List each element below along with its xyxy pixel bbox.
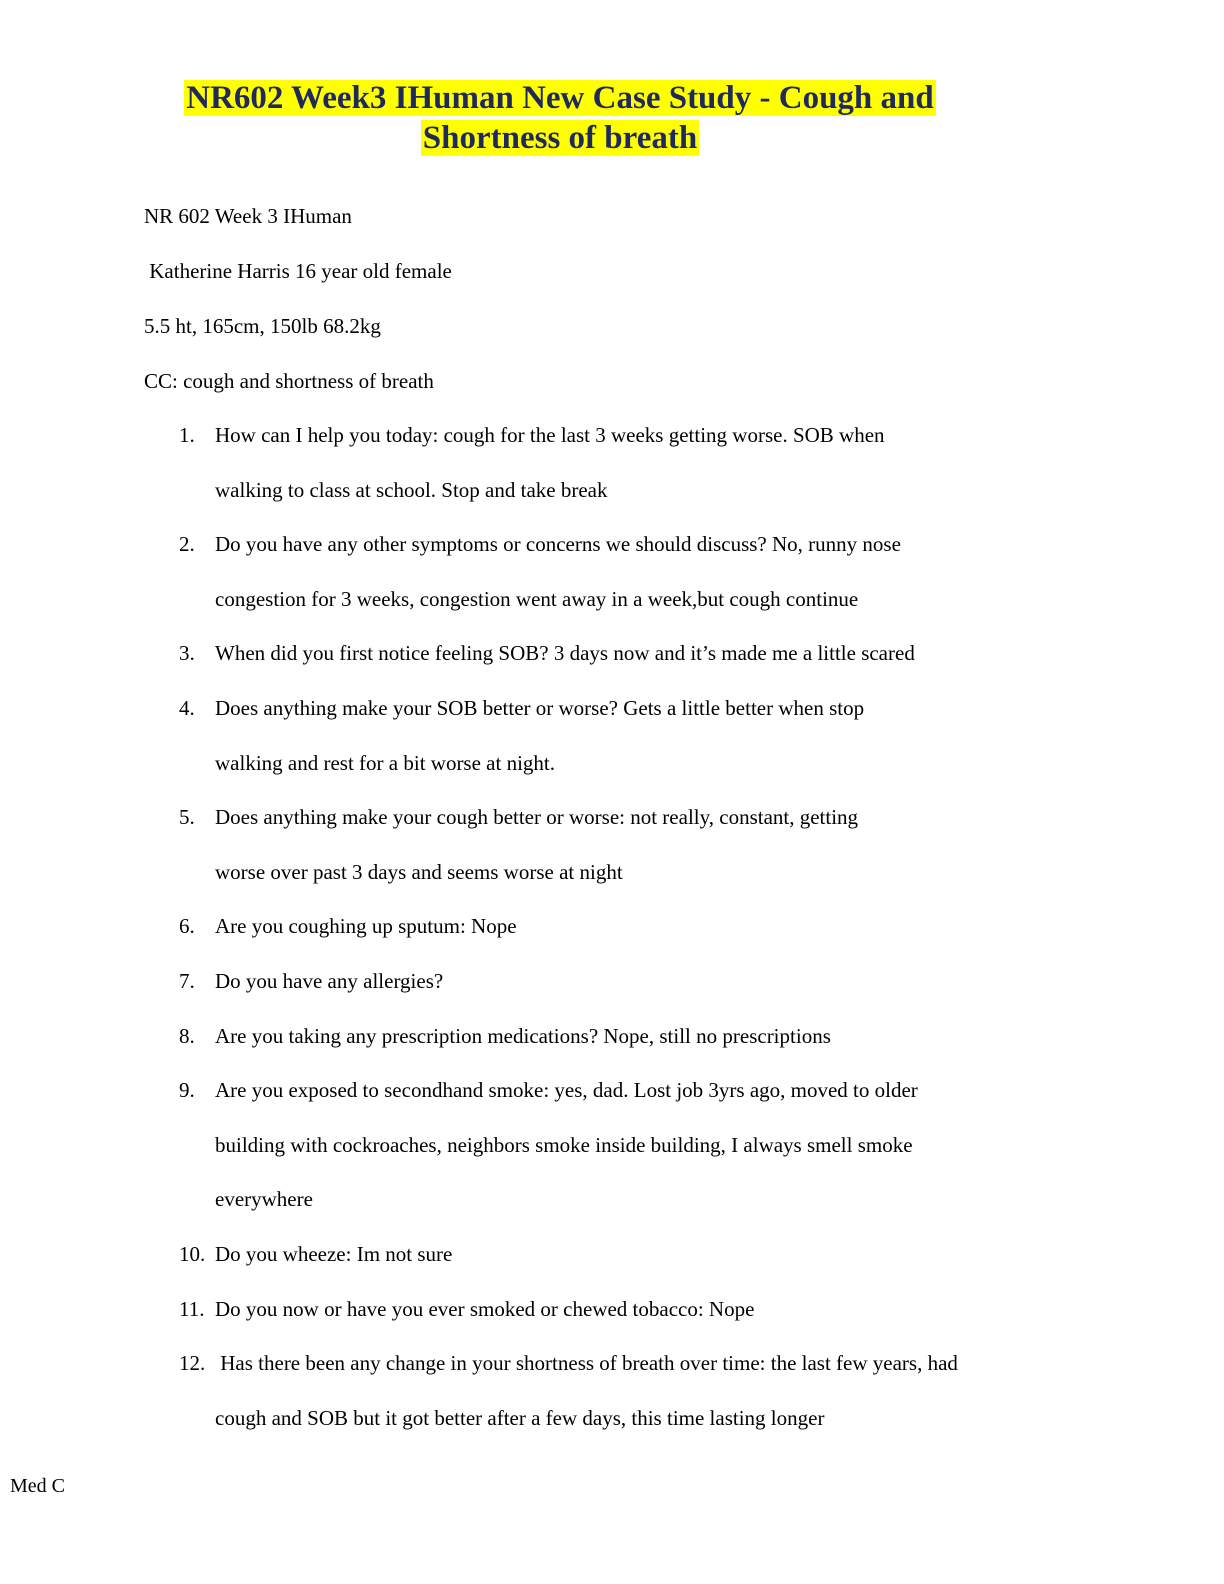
- list-item-number: 5.: [179, 805, 195, 830]
- list-item-number: 10.: [179, 1242, 206, 1266]
- list-item-text: cough and SOB but it got better after a few days, this time lasting longer: [215, 1405, 825, 1430]
- list-item-number: 3.: [179, 641, 195, 666]
- list-item-text: Do you have any allergies?: [215, 969, 444, 993]
- list-item-text: Do you wheeze: Im not sure: [215, 1242, 453, 1266]
- list-item-number: 1.: [179, 423, 195, 447]
- list-item-text: walking and rest for a bit worse at night.: [215, 750, 555, 775]
- measurements-line: 5.5 ht, 165cm, 150lb 68.2kg: [144, 314, 381, 338]
- list-item-text: Has there been any change in your shortness of breath over time: the last few years, had: [215, 1351, 958, 1376]
- patient-line: Katherine Harris 16 year old female: [144, 259, 452, 283]
- list-item-number: 9.: [179, 1078, 195, 1103]
- list-item-text: How can I help you today: cough for the last 3 weeks getting worse. SOB when: [215, 423, 885, 447]
- list-item-text: building with cockroaches, neighbors smoke inside building, I always smell smoke: [215, 1132, 913, 1157]
- list-item-text: Are you coughing up sputum: Nope: [215, 914, 517, 939]
- list-item-text: Are you exposed to secondhand smoke: yes, dad. Lost job 3yrs ago, moved to older: [215, 1078, 918, 1103]
- list-item-number: 11.: [179, 1296, 205, 1321]
- list-item-text: everywhere: [215, 1187, 313, 1212]
- list-item-text: Does anything make your SOB better or worse? Gets a little better when stop: [215, 696, 865, 720]
- list-item-text: congestion for 3 weeks, congestion went away in a week,but cough continue: [215, 586, 859, 611]
- title-line-1: NR602 Week3 IHuman New Case Study - Cough and: [186, 80, 934, 116]
- title-line-2: Shortness of breath: [422, 120, 698, 156]
- footer-text: Med C: [10, 1475, 65, 1497]
- list-item-text: Are you taking any prescription medications? Nope, still no prescriptions: [215, 1023, 831, 1048]
- list-item-number: 8.: [179, 1023, 195, 1048]
- list-item-text: When did you first notice feeling SOB? 3 days now and it’s made me a little scared: [215, 641, 915, 666]
- list-item-text: Does anything make your cough better or worse: not really, constant, getting: [215, 805, 859, 830]
- list-item-text: walking to class at school. Stop and take break: [215, 477, 608, 502]
- list-item-text: Do you now or have you ever smoked or chewed tobacco: Nope: [215, 1296, 755, 1321]
- document-title: [150, 78, 970, 158]
- list-item-text: worse over past 3 days and seems worse at night: [215, 859, 623, 884]
- list-item-text: Do you have any other symptoms or concerns we should discuss? No, runny nose: [215, 532, 901, 557]
- list-item-number: 2.: [179, 532, 195, 557]
- chief-complaint-line: CC: cough and shortness of breath: [144, 369, 434, 393]
- list-item-number: 12.: [179, 1351, 206, 1376]
- list-item-number: 4.: [179, 696, 195, 720]
- list-item-number: 6.: [179, 914, 195, 939]
- list-item-number: 7.: [179, 969, 195, 993]
- course-line: NR 602 Week 3 IHuman: [144, 204, 352, 228]
